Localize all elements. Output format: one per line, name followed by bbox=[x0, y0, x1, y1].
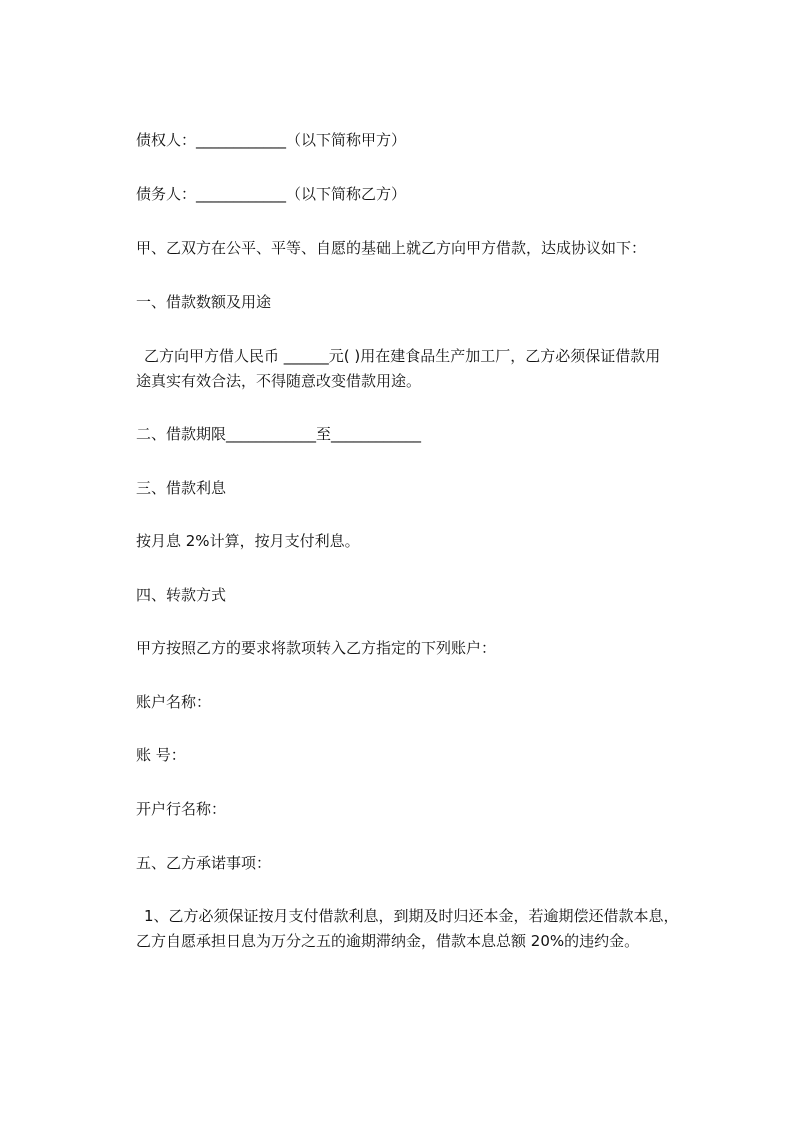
debtor-line: 债务人：____________（以下简称乙方） bbox=[136, 185, 407, 203]
section-heading-term: 二、借款期限____________至____________ bbox=[136, 425, 422, 443]
agreement-intro: 甲、乙双方在公平、平等、自愿的基础上就乙方向甲方借款，达成协议如下： bbox=[136, 239, 647, 257]
creditor-line: 债权人：____________（以下简称甲方） bbox=[136, 131, 407, 149]
account-number-label: 账 号： bbox=[136, 746, 186, 764]
section-heading-amount-purpose: 一、借款数额及用途 bbox=[136, 293, 272, 311]
interest-rate-line: 按月息 2%计算，按月支付利息。 bbox=[136, 532, 360, 550]
account-name-label: 账户名称： bbox=[136, 693, 212, 711]
section-heading-interest: 三、借款利息 bbox=[136, 479, 227, 497]
amount-purpose-line-1: 乙方向甲方借人民币 ______元( )用在建食品生产加工厂，乙方必须保证借款用 bbox=[144, 347, 661, 365]
commitment-1-line-2: 乙方自愿承担日息为万分之五的逾期滞纳金，借款本息总额 20%的违约金。 bbox=[136, 932, 640, 950]
section-heading-transfer: 四、转款方式 bbox=[136, 586, 227, 604]
amount-purpose-line-2: 途真实有效合法，不得随意改变借款用途。 bbox=[136, 372, 422, 390]
commitment-1-line-1: 1、乙方必须保证按月支付借款利息，到期及时归还本金，若逾期偿还借款本息， bbox=[144, 907, 679, 925]
transfer-instruction: 甲方按照乙方的要求将款项转入乙方指定的下列账户： bbox=[136, 639, 497, 657]
section-heading-commitments: 五、乙方承诺事项： bbox=[136, 854, 272, 872]
bank-name-label: 开户行名称： bbox=[136, 800, 227, 818]
